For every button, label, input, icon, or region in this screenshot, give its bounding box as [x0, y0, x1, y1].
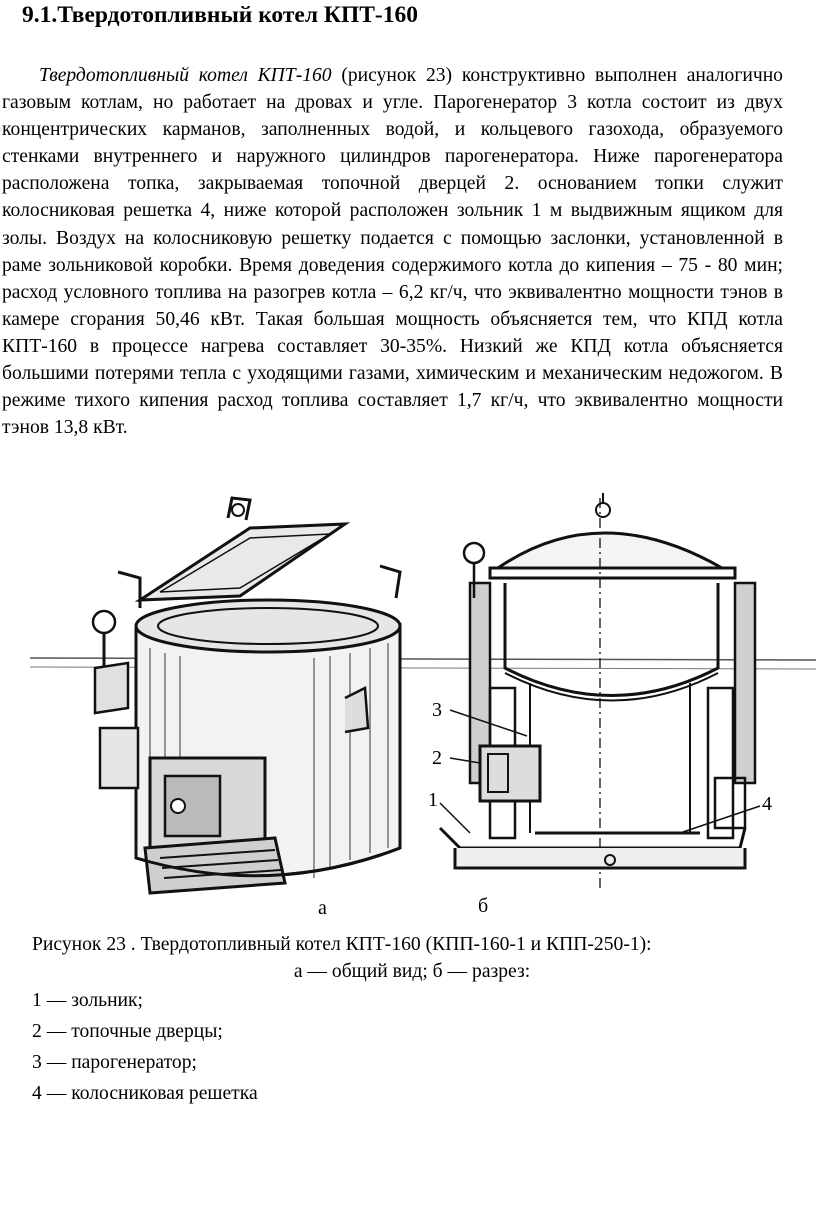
callout-4: 4	[762, 793, 772, 815]
boiler-section-view	[440, 493, 760, 888]
caption-line-2: а — общий вид; б — разрез:	[293, 961, 531, 982]
legend-item: 2 — топочные дверцы;	[32, 1021, 223, 1042]
figure-legend	[32, 985, 258, 1109]
boiler-figure	[0, 488, 816, 920]
paragraph-lead: Твердотопливный котел КПТ-160	[39, 65, 332, 86]
boiler-illustration	[0, 488, 816, 920]
callout-2: 2	[432, 747, 442, 769]
caption-line-1: Рисунок 23 . Твердотопливный котел КПТ-160 (КПП-160-1 и КПП-250-1):	[32, 934, 652, 955]
paragraph-text: (рисунок 23) конструктивно выполнен аналогично газовым котлам, но работает на дровах и угле. Парогенератор 3 котла состоит из двух концентрических карманов, заполненных водой, и кольцевого газохода, образуемого стенками внутреннего и наружного цилиндров парогенератора. Ниже парогенератора расположена топка, закрываемая топочной дверцей 2. основанием топки служит колосниковая решетка 4, ниже которой расположен зольник 1 м выдвижным ящиком для золы. Воздух на колосниковую решетку подается с помощью заслонки, установленной в раме зольниковой коробки. Время доведения содержимого котла до кипения – 75 - 80 мин; расход условного топлива на разогрев котла – 6,2 кг/ч, что эквивалентно мощности тэнов в камере сгорания 50,46 кВт. Такая большая мощность объясняется тем, что КПД котла КПТ-160 в процессе нагрева составляет 30-35%. Низкий же КПД котла объясняется большими потерями тепла с уходящими газами, химическим и механическим недожогом. В режиме тихого кипения расход топлива составляет 1,7 кг/ч, что эквивалентно мощности тэнов 13,8 кВт.	[2, 65, 783, 439]
legend-item: 1 — зольник;	[32, 990, 143, 1011]
callout-1: 1	[428, 789, 438, 811]
figure-caption	[32, 931, 792, 985]
figure-label-a: а	[318, 897, 327, 919]
legend-item: 4 — колосниковая решетка	[32, 1083, 258, 1104]
boiler-general-view	[93, 498, 400, 893]
body-paragraph	[2, 62, 783, 441]
callout-3: 3	[432, 699, 442, 721]
page-title: 9.1.Твердотопливный котел КПТ-160	[22, 2, 418, 28]
figure-label-b: б	[478, 895, 489, 917]
legend-item: 3 — парогенератор;	[32, 1052, 197, 1073]
